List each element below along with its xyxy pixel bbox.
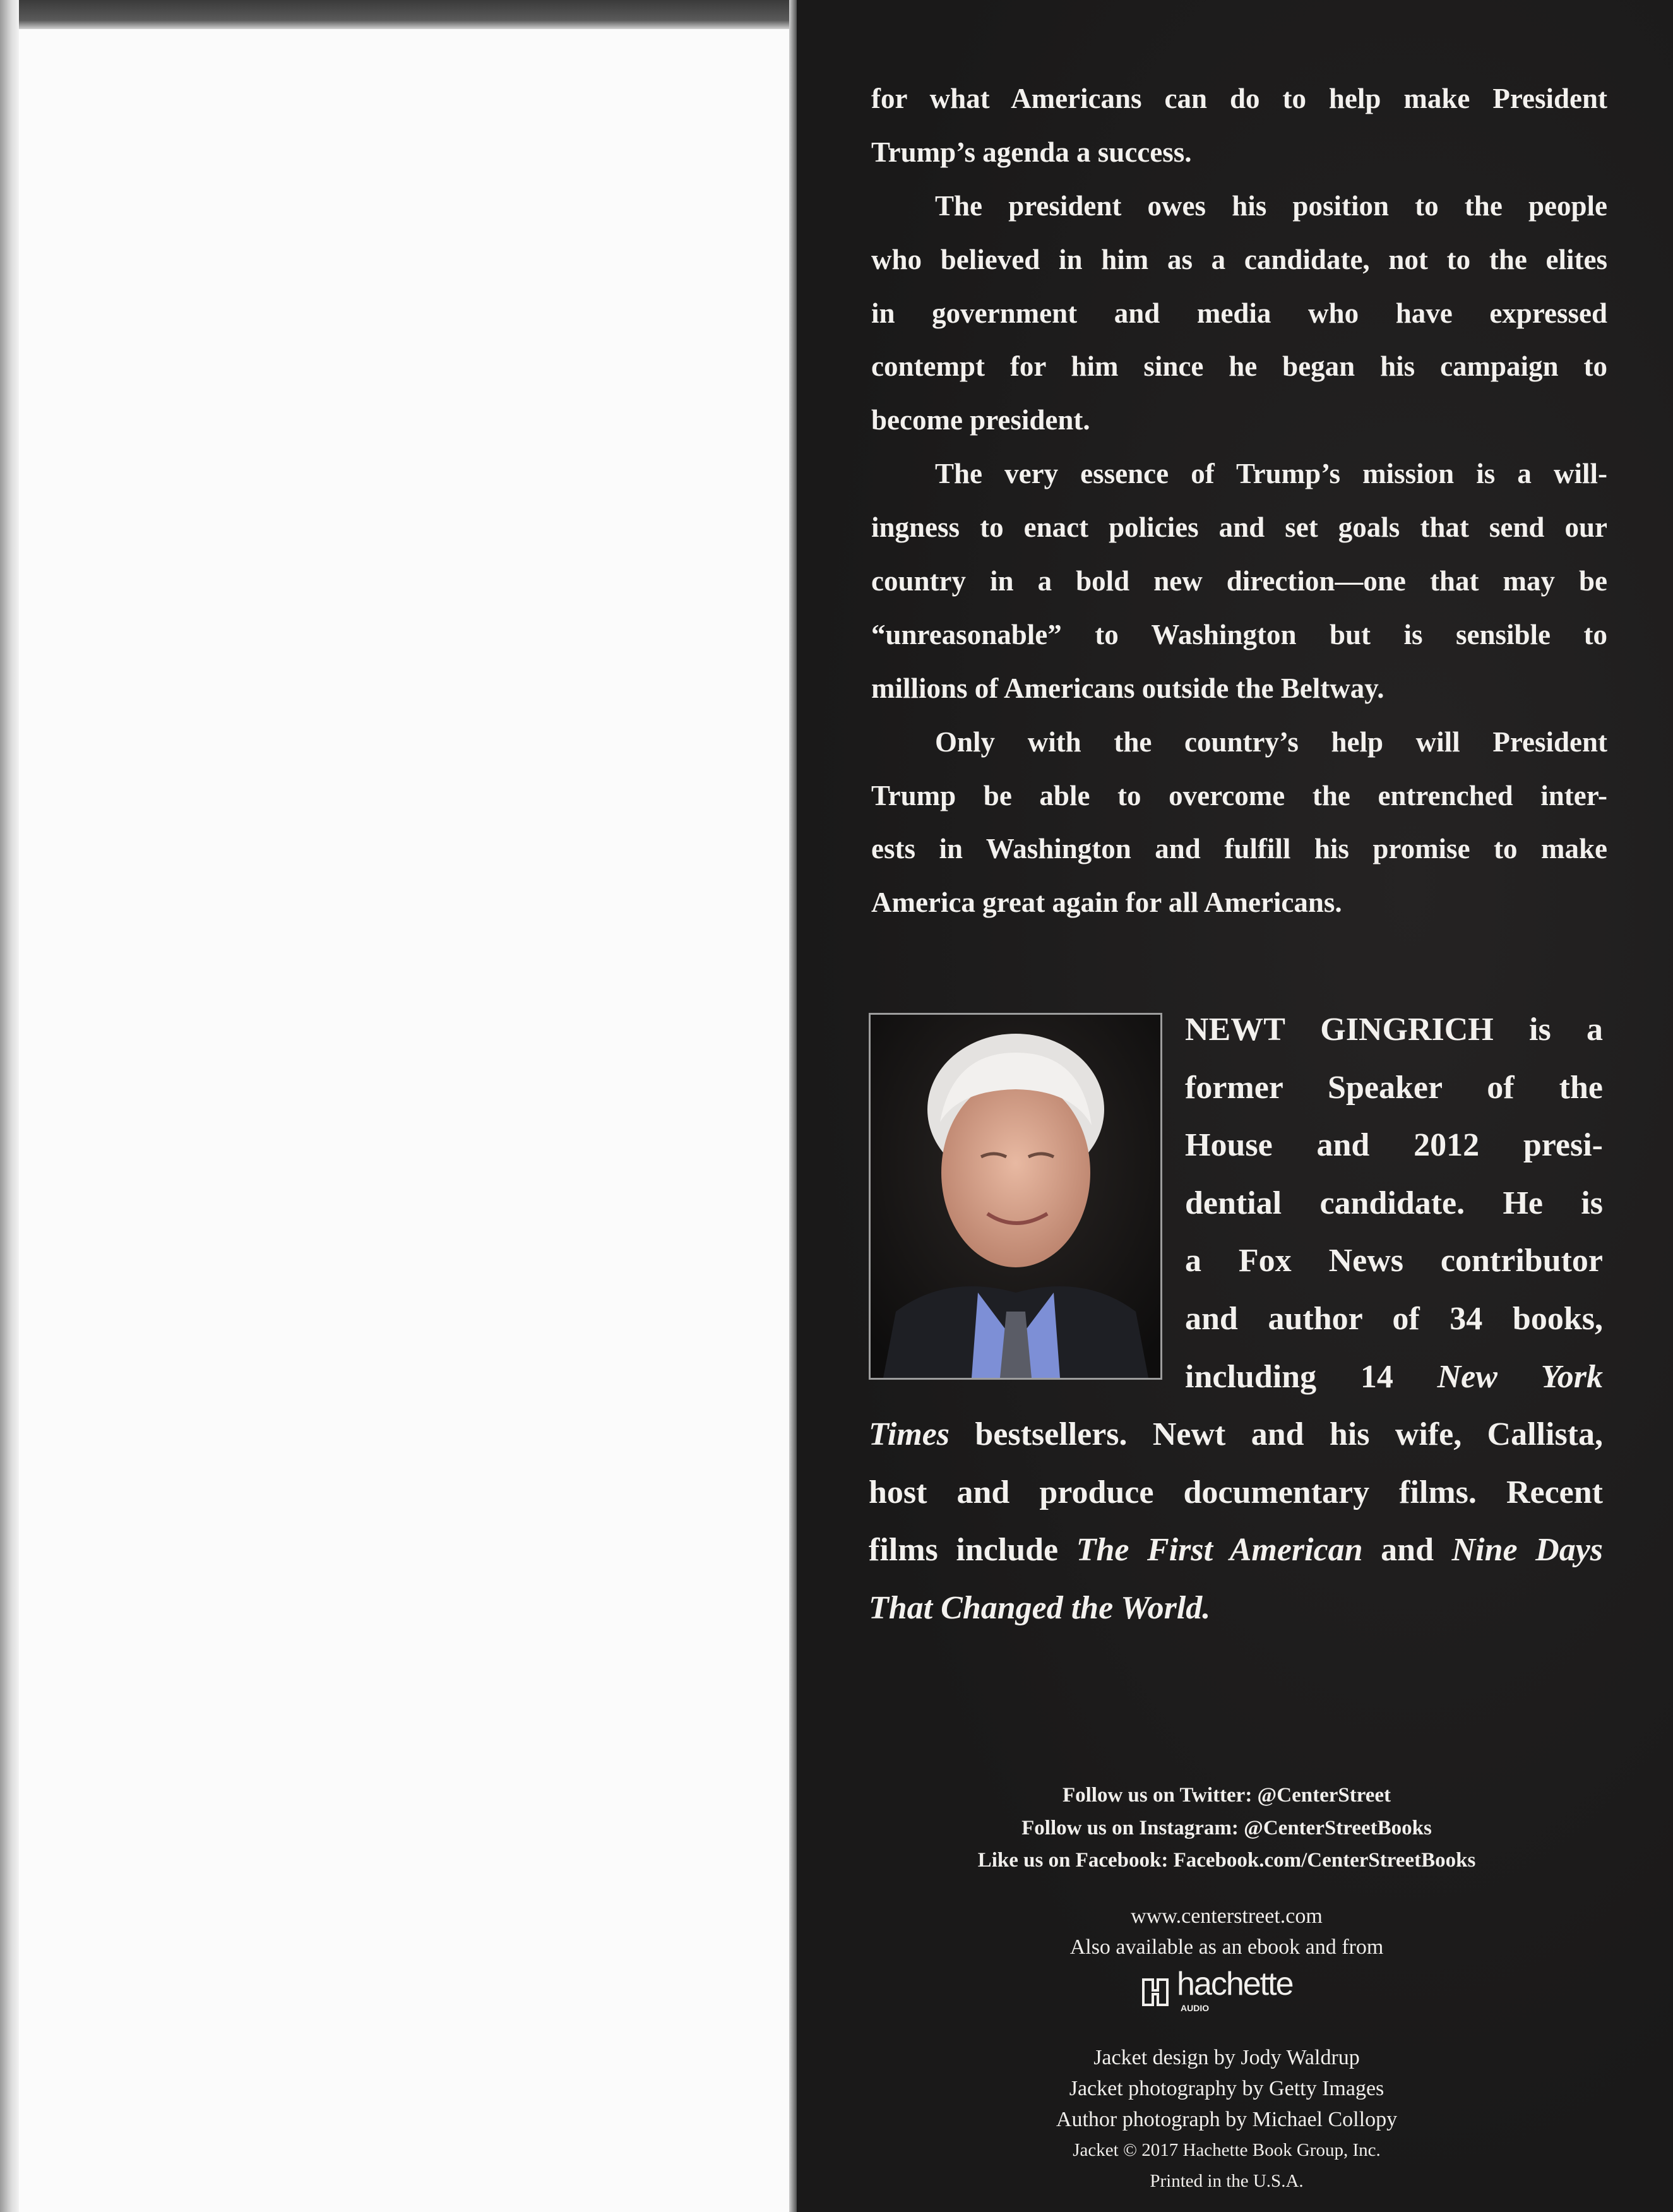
italic-title: The First American — [1076, 1532, 1363, 1569]
text-line: millions of Americans outside the Beltway. — [871, 672, 1384, 704]
facebook-page: Like us on Facebook: Facebook.com/CenterStreetBooks — [977, 1849, 1476, 1872]
social-links — [848, 1779, 1605, 1877]
bio-line — [1185, 1175, 1603, 1233]
bio-line — [869, 1464, 1603, 1522]
page-edge-shadow — [0, 0, 19, 2212]
bio-text: films include — [869, 1532, 1076, 1569]
bio-line — [1185, 1232, 1603, 1290]
hachette-logo-icon — [1141, 1978, 1169, 2007]
text-line: “unreasonable” to Washington but is sensible to — [871, 618, 1607, 650]
bio-line — [869, 1406, 1603, 1464]
bio-line — [1185, 1116, 1603, 1175]
bio-text: House and 2012 presi- — [1185, 1127, 1603, 1164]
jacket-credits — [848, 2042, 1605, 2197]
jacket-photo-credit: Jacket photography by Getty Images — [1069, 2077, 1384, 2100]
copyright-notice: Jacket © 2017 Hachette Book Group, Inc. — [1073, 2140, 1381, 2160]
bio-line — [1185, 1059, 1603, 1117]
text-line: America great again for all Americans. — [871, 887, 1342, 919]
twitter-handle: Follow us on Twitter: @CenterStreet — [1062, 1784, 1391, 1807]
bio-text: including 14 — [1185, 1358, 1438, 1395]
bio-text: dential candidate. He is — [1185, 1185, 1603, 1221]
text-line: contempt for him since he began his campaign to — [871, 350, 1607, 383]
bio-text: NEWT GINGRICH is a — [1185, 1012, 1603, 1048]
text-line: become president. — [871, 404, 1090, 436]
text-line: ests in Washington and fulfill his promise to make — [871, 833, 1607, 865]
bio-text: host and produce documentary films. Recent — [869, 1474, 1603, 1510]
author-bio-below-photo — [869, 1406, 1603, 1637]
bio-line — [869, 1521, 1603, 1579]
logo-subtitle: AUDIO — [1181, 2003, 1210, 2013]
text-line: Trump’s agenda a success. — [871, 136, 1192, 168]
italic-title: Times — [869, 1416, 950, 1452]
bio-text: and author of 34 books, — [1185, 1300, 1603, 1337]
bio-text: and — [1362, 1532, 1452, 1569]
hachette-audio-logo — [1141, 1966, 1318, 2019]
text-line: The president owes his position to the people — [935, 189, 1607, 222]
availability-note: Also available as an ebook and from — [1069, 1935, 1384, 1959]
italic-title: Nine Days — [1451, 1532, 1604, 1569]
jacket-design-credit: Jacket design by Jody Waldrup — [1093, 2046, 1360, 2069]
text-line: ingness to enact policies and set goals that send our — [871, 511, 1607, 544]
bio-line — [1185, 1290, 1603, 1348]
bio-text: a Fox News contributor — [1185, 1243, 1603, 1279]
bio-line — [1185, 1348, 1603, 1406]
author-photo — [869, 1013, 1162, 1380]
text-line: Trump be able to overcome the entrenched inter- — [871, 779, 1607, 811]
bio-line — [869, 1579, 1603, 1637]
bio-text: former Speaker of the — [1185, 1069, 1603, 1106]
top-binding-strip — [19, 0, 797, 29]
instagram-handle: Follow us on Instagram: @CenterStreetBooks — [1021, 1816, 1432, 1839]
text-line: The very essence of Trump’s mission is a will- — [935, 458, 1607, 490]
author-bio-beside-photo — [1185, 1001, 1603, 1406]
text-line: country in a bold new direction—one that may be — [871, 565, 1607, 597]
flap-copy — [871, 72, 1607, 930]
publisher-info — [848, 1901, 1605, 1963]
printed-in: Printed in the U.S.A. — [1150, 2171, 1304, 2191]
italic-title: New York — [1437, 1358, 1603, 1395]
logo-wordmark: hachette — [1177, 1966, 1293, 2002]
text-line: Only with the country’s help will President — [935, 726, 1607, 758]
text-line: in government and media who have expressed — [871, 297, 1607, 329]
publisher-website: www.centerstreet.com — [1131, 1904, 1323, 1928]
bio-text: bestsellers. Newt and his wife, Callista, — [950, 1416, 1603, 1452]
bio-line — [1185, 1001, 1603, 1059]
text-line: for what Americans can do to help make President — [871, 83, 1607, 114]
italic-title: That Changed the World. — [869, 1589, 1211, 1626]
blank-endpaper — [0, 0, 797, 2212]
text-line: who believed in him as a candidate, not to the elites — [871, 243, 1607, 275]
author-photo-credit: Author photograph by Michael Collopy — [1056, 2108, 1398, 2131]
